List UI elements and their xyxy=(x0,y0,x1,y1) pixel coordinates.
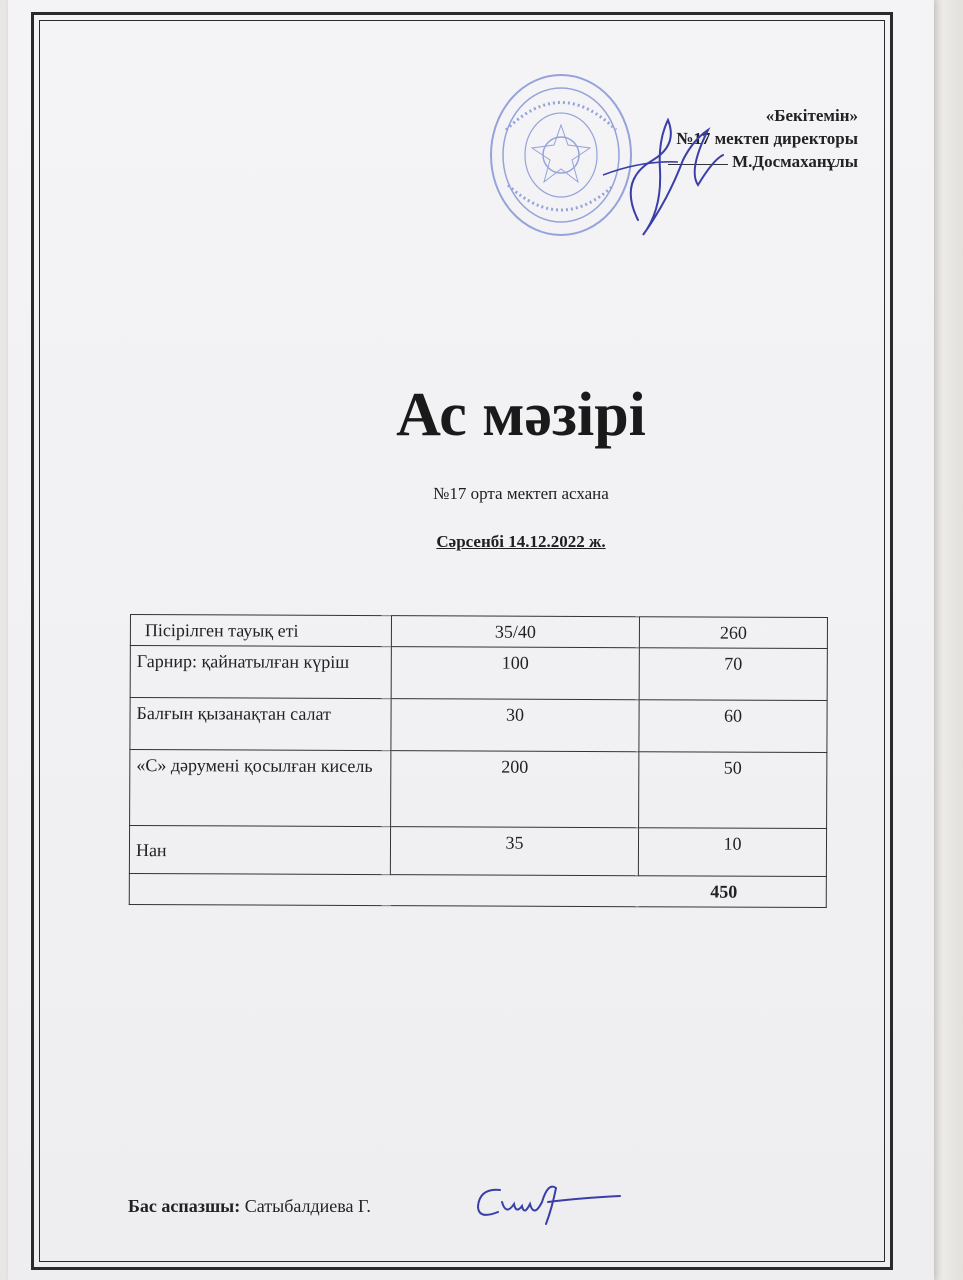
weight-cell: 200 xyxy=(391,751,639,828)
calories-cell: 60 xyxy=(639,700,827,753)
canteen-subtitle: №17 орта мектеп асхана xyxy=(433,484,609,503)
total-row xyxy=(129,873,826,907)
weight-cell: 100 xyxy=(391,647,639,700)
calories-cell: 70 xyxy=(639,648,827,701)
approval-position: №17 мектеп директоры xyxy=(676,129,858,148)
calories-cell: 260 xyxy=(639,617,827,649)
document-title: Ас мәзірі xyxy=(396,381,646,449)
calories-cell: 50 xyxy=(639,752,827,829)
weight-cell: 35 xyxy=(390,827,638,876)
weight-cell: 35/40 xyxy=(391,616,639,648)
dish-cell: «С» дәрумені қосылған кисель xyxy=(130,750,391,827)
menu-date: Сәрсенбі 14.12.2022 ж. xyxy=(436,532,606,551)
dish-cell: Пісірілген тауық еті xyxy=(130,615,391,647)
total-calories-cell: 450 xyxy=(638,876,826,908)
approval-heading: «Бекітемін» xyxy=(765,106,858,125)
table-row xyxy=(130,698,827,753)
total-label-cell xyxy=(129,873,638,906)
table-row xyxy=(130,750,827,829)
table-row xyxy=(130,646,827,701)
calories-cell: 10 xyxy=(638,828,826,877)
table-row xyxy=(129,826,826,877)
background-wall xyxy=(930,0,963,1280)
head-chef-line xyxy=(128,1196,371,1217)
approval-name: М.Досмаханұлы xyxy=(558,150,858,173)
chef-signature xyxy=(460,1168,630,1228)
table-row xyxy=(130,615,827,649)
chef-label: Бас аспазшы: xyxy=(128,1196,241,1216)
director-signature xyxy=(598,100,728,240)
chef-name: Сатыбалдиева Г. xyxy=(244,1196,371,1216)
dish-cell: Гарнир: қайнатылған күріш xyxy=(130,646,391,699)
dish-cell: Балғын қызанақтан салат xyxy=(130,698,391,751)
dish-cell: Нан xyxy=(129,826,390,875)
menu-table xyxy=(129,614,828,908)
weight-cell: 30 xyxy=(391,699,639,752)
